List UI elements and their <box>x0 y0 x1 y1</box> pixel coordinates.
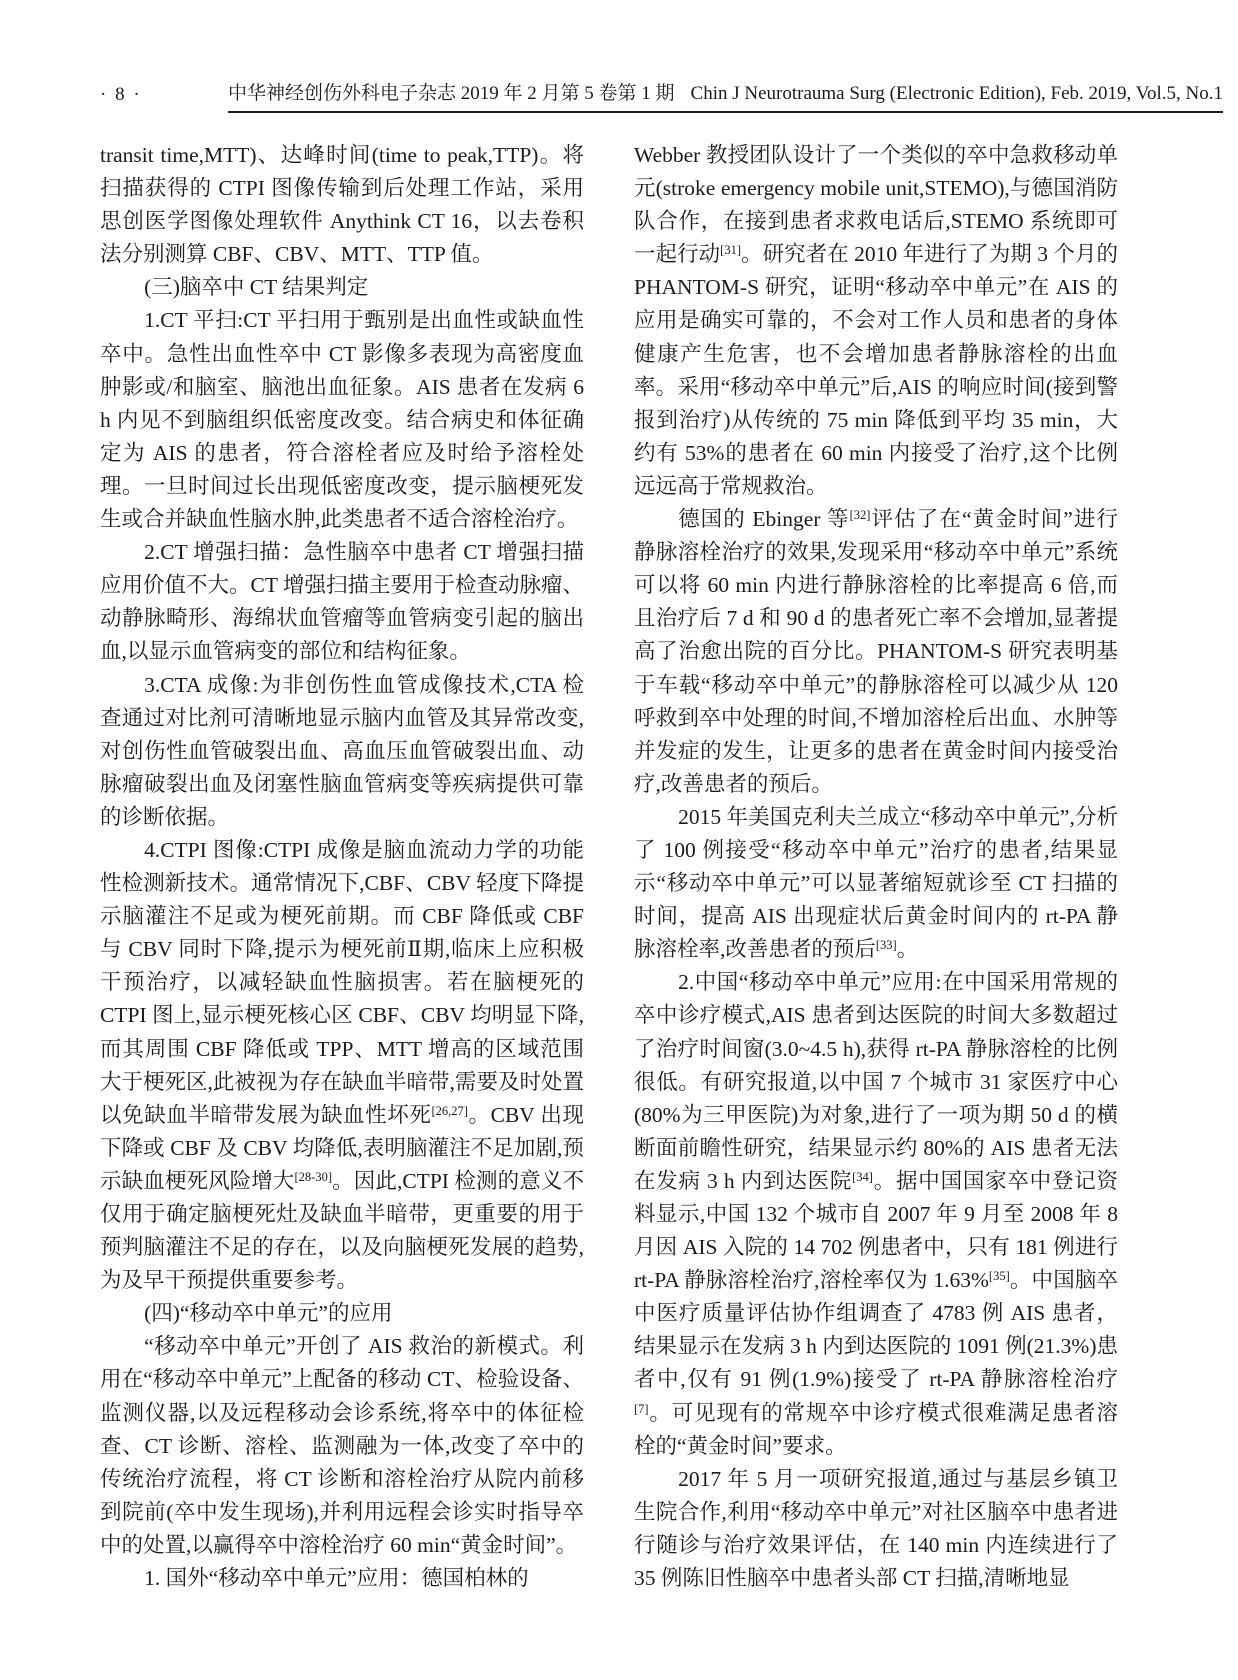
journal-title <box>228 78 1223 113</box>
paragraph: 2.中国“移动卒中单元”应用:在中国采用常规的卒中诊疗模式,AIS 患者到达医院的时间大多数超过了治疗时间窗(3.0~4.5 h),获得 rt-PA 静脉溶栓的比例很低。有研究报道,以中国 7 个城市 31 家医疗中心(80%为三甲医院)为对象,进行了一项为期 50 d 的横断面前瞻性研究，结果显示约 80%的 AIS 患者无法在发病 3 h 内到达医院[34]。据中国国家卒中登记资料显示,中国 132 个城市自 2007 年 9 月至 2008 年 8 月因 AIS 入院的 14 702 例患者中，只有 181 例进行 rt-PA 静脉溶栓治疗,溶栓率仅为 1.63%[35]。中国脑卒中医疗质量评估协作组调查了 4783 例 AIS 患者，结果显示在发病 3 h 内到达医院的 1091 例(21.3%)患者中,仅有 91 例(1.9%)接受了 rt-PA 静脉溶栓治疗[7]。可见现有的常规卒中诊疗模式很难满足患者溶栓的“黄金时间”要求。 <box>634 970 1118 1458</box>
paragraph: 1.CT 平扫:CT 平扫用于甄别是出血性或缺血性卒中。急性出血性卒中 CT 影像多表现为高密度血肿影或/和脑室、脑池出血征象。AIS 患者在发病 6 h 内见不到脑组织低密度改变。结合病史和体征确定为 AIS 的患者，符合溶栓者应及时给予溶栓处理。一旦时间过长出现低密度改变，提示脑梗死发生或合并缺血性脑水肿,此类患者不适合溶栓治疗。 <box>100 308 584 532</box>
paragraph: 2017 年 5 月一项研究报道,通过与基层乡镇卫生院合作,利用“移动卒中单元”对社区脑卒中患者进行随诊与治疗效果评估，在 140 min 内连续进行了 35 例陈旧性脑卒中患者头部 CT 扫描,清晰地显 <box>634 1466 1118 1591</box>
paragraph: 1. 国外“移动卒中单元”应用：德国柏林的 <box>144 1566 529 1591</box>
citation-ref: [33] <box>875 938 897 953</box>
citation-ref: [28-30] <box>294 1170 333 1185</box>
paragraph: transit time,MTT)、达峰时间(time to peak,TTP)。将扫描获得的 CTPI 图像传输到后处理工作站，采用思创医学图像处理软件 Anythink CT 16，以去卷积法分别测算 CBF、CBV、MTT、TTP 值。 <box>100 143 584 267</box>
paragraph: Webber 教授团队设计了一个类似的卒中急救移动单元(stroke emergency mobile unit,STEMO),与德国消防队合作，在接到患者求救电话后,STEMO 系统即可一起行动[31]。研究者在 2010 年进行了为期 3 个月的 PHANTOM-S 研究，证明“移动卒中单元”在 AIS 的应用是确实可靠的，不会对工作人员和患者的身体健康产生危害，也不会增加患者静脉溶栓的出血率。采用“移动卒中单元”后,AIS 的响应时间(接到警报到治疗)从传统的 75 min 降低到平均 35 min，大约有 53%的患者在 60 min 内接受了治疗,这个比例远远高于常规救治。 <box>634 143 1118 498</box>
page-header <box>100 78 1223 113</box>
right-column <box>634 139 1118 1595</box>
journal-title-en: Chin J Neurotrauma Surg (Electronic Edition), Feb. 2019, Vol.5, No.1 <box>690 83 1223 104</box>
journal-title-cn: 中华神经创伤外科电子杂志 2019 年 2 月第 5 卷第 1 期 <box>228 83 675 104</box>
paragraph: 4.CTPI 图像:CTPI 成像是脑血流动力学的功能性检测新技术。通常情况下,CBF、CBV 轻度下降提示脑灌注不足或为梗死前期。而 CBF 降低或 CBF 与 CBV 同时下降,提示为梗死前Ⅱ期,临床上应积极干预治疗，以减轻缺血性脑损害。若在脑梗死的 CTPI 图上,显示梗死核心区 CBF、CBV 均明显下降,而其周围 CBF 降低或 TPP、MTT 增高的区域范围大于梗死区,此被视为存在缺血半暗带,需要及时处置以免缺血半暗带发展为缺血性坏死[26,27]。CBV 出现下降或 CBF 及 CBV 均降低,表明脑灌注不足加剧,预示缺血梗死风险增大[28-30]。因此,CTPI 检测的意义不仅用于确定脑梗死灶及缺血半暗带，更重要的用于预判脑灌注不足的存在，以及向脑梗死发展的趋势,为及早干预提供重要参考。 <box>100 837 584 1293</box>
citation-ref: [7] <box>634 1401 649 1416</box>
paragraph: 3.CTA 成像:为非创伤性血管成像技术,CTA 检查通过对比剂可清晰地显示脑内血管及其异常改变,对创伤性血管破裂出血、高血压血管破裂出血、动脉瘤破裂出血及闭塞性脑血管病变等疾病提供可靠的诊断依据。 <box>100 672 584 829</box>
paragraph: “移动卒中单元”开创了 AIS 救治的新模式。利用在“移动卒中单元”上配备的移动 CT、检验设备、监测仪器,以及远程移动会诊系统,将卒中的体征检查、CT 诊断、溶栓、监测融为一体,改变了卒中的传统治疗流程，将 CT 诊断和溶栓治疗从院内前移到院前(卒中发生现场),并利用远程会诊实时指导卒中的处置,以赢得卒中溶栓治疗 60 min“黄金时间”。 <box>100 1334 584 1557</box>
paragraph: 2015 年美国克利夫兰成立“移动卒中单元”,分析了 100 例接受“移动卒中单元”治疗的患者,结果显示“移动卒中单元”可以显著缩短就诊至 CT 扫描的时间，提高 AIS 出现症状后黄金时间内的 rt-PA 静脉溶栓率,改善患者的预后[33]。 <box>634 804 1118 962</box>
paragraph: 德国的 Ebinger 等[32]评估了在“黄金时间”进行静脉溶栓治疗的效果,发现采用“移动卒中单元”系统可以将 60 min 内进行静脉溶栓的比率提高 6 倍,而且治疗后 7 d 和 90 d 的患者死亡率不会增加,显著提高了治愈出院的百分比。PHANTOM-S 研究表明基于车载“移动卒中单元”的静脉溶栓可以减少从 120 呼救到卒中处理的时间,不增加溶栓后出血、水肿等并发症的发生，让更多的患者在黄金时间内接受治疗,改善患者的预后。 <box>634 507 1118 796</box>
left-column <box>100 139 584 1595</box>
paragraph: (四)“移动卒中单元”的应用 <box>144 1301 393 1326</box>
citation-ref: [35] <box>988 1269 1010 1284</box>
citation-ref: [31] <box>720 243 741 258</box>
citation-ref: [26,27] <box>431 1103 468 1118</box>
article-body <box>100 139 1118 1595</box>
page-number: · 8 · <box>100 84 142 105</box>
paragraph: (三)脑卒中 CT 结果判定 <box>144 275 369 300</box>
citation-ref: [34] <box>852 1170 873 1185</box>
citation-ref: [32] <box>849 508 871 523</box>
paragraph: 2.CT 增强扫描：急性脑卒中患者 CT 增强扫描应用价值不大。CT 增强扫描主要用于检查动脉瘤、动静脉畸形、海绵状血管瘤等血管病变引起的脑出血,以显示血管病变的部位和结构征象。 <box>100 540 584 664</box>
